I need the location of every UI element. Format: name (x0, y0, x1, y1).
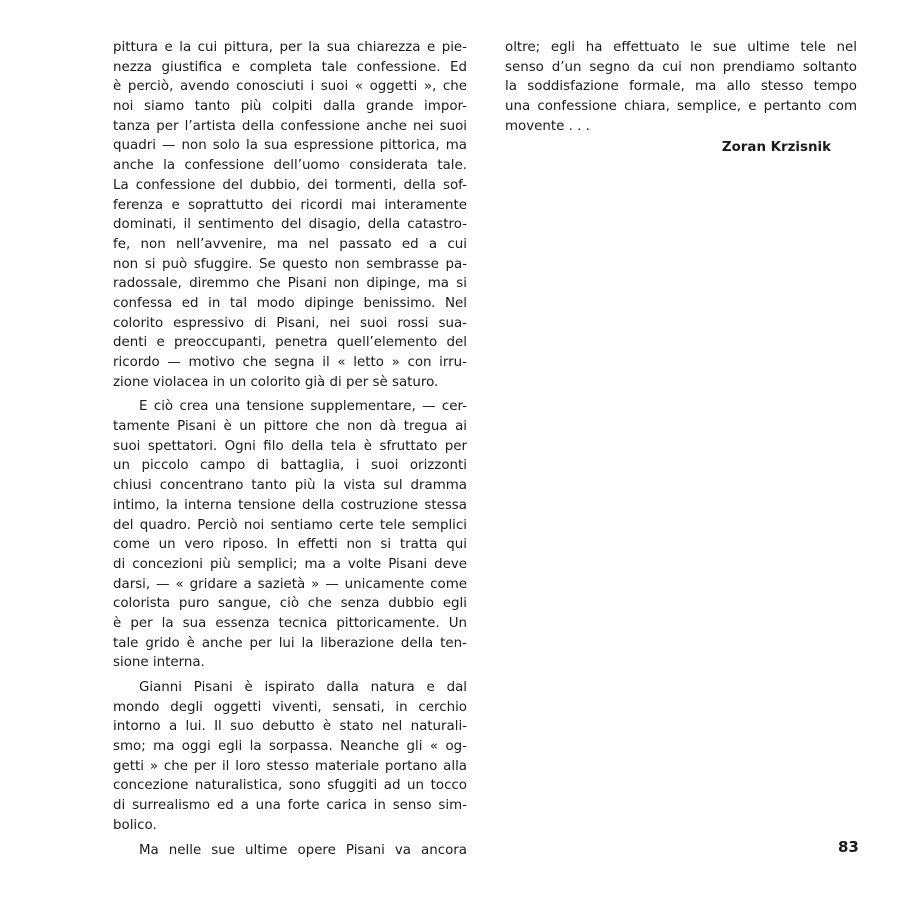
text-line: intorno a lui. Il suo debutto è stato nel naturali- (113, 719, 467, 735)
text-line: intimo, la interna tensione della costruzione stessa (113, 497, 467, 513)
paragraph (113, 841, 467, 861)
text-line: smo; ma oggi egli la sorpassa. Neanche gli « og- (113, 739, 467, 755)
text-line: del quadro. Perciò noi sentiamo certe tele semplici (113, 517, 467, 533)
text-line: suoi spettatori. Ogni filo della tela è sfruttato per (113, 438, 467, 454)
text-line: movente . . . (505, 118, 590, 134)
text-line: zione violacea in un colorito già di per sè saturo. (113, 374, 439, 390)
text-line: nezza giustifica e completa tale confessione. Ed (113, 59, 467, 75)
text-line: non si può sfuggire. Se questo non sembrasse pa- (113, 256, 467, 272)
text-line: fe, non nell’avvenire, ma nel passato ed a cui (113, 236, 467, 252)
text-line: Ma nelle sue ultime opere Pisani va ancora (139, 842, 467, 858)
text-line: colorito espressivo di Pisani, nei suoi rossi sua- (113, 315, 467, 331)
text-line: di concezioni più semplici; ma a volte Pisani deve (113, 556, 467, 572)
left-column (113, 38, 467, 860)
text-line: è perciò, avendo conosciuti i suoi « oggetti », che (113, 79, 467, 95)
text-line: mondo degli oggetti viventi, sensati, in cerchio (113, 699, 467, 715)
text-line: pittura e la cui pittura, per la sua chiarezza e pie- (113, 40, 467, 55)
text-line: noi siamo tanto più colpiti dalla grande impor- (113, 99, 467, 115)
text-line: una confessione chiara, semplice, e pertanto com (505, 99, 857, 115)
page-number: 83 (838, 838, 859, 856)
text-line: getti » che per il loro stesso materiale portano alla (113, 758, 467, 774)
text-line: un piccolo campo di battaglia, i suoi orizzonti (113, 458, 467, 474)
text-line: concezione naturalistica, sono sfuggiti ad un tocco (113, 778, 467, 794)
text-line: E ciò crea una tensione supplementare, — cer- (139, 399, 467, 415)
text-line: confessa ed in tal modo dipinge benissimo. Nel (113, 295, 467, 311)
author-signature: Zoran Krzisnik (721, 140, 831, 155)
text-line: è per la sua essenza tecnica pittoricamente. Un (113, 615, 467, 631)
text-line: di surrealismo ed a una forte carica in senso sim- (113, 798, 467, 814)
text-line: anche la confessione dell’uomo considerata tale. (113, 158, 467, 174)
paragraph (113, 397, 467, 673)
text-line: quadri — non solo la sua espressione pittorica, ma (113, 138, 467, 154)
text-line: tale grido è anche per lui la liberazione della ten- (113, 635, 467, 651)
text-line: ferenza e soprattutto dei ricordi mai interamente (113, 197, 467, 213)
text-line: darsi, — « gridare a sazietà » — unicamente come (113, 576, 467, 592)
text-line: sione interna. (113, 655, 205, 671)
text-line: Gianni Pisani è ispirato dalla natura e dal (139, 680, 467, 695)
text-line: oltre; egli ha effettuato le sue ultime tele nel (505, 40, 857, 55)
right-column (505, 38, 857, 136)
text-line: radossale, diremmo che Pisani non dipinge, ma si (113, 276, 467, 292)
text-line: dominati, il sentimento del disagio, della catastro- (113, 217, 467, 233)
paragraph (113, 678, 467, 836)
text-line: la soddisfazione formale, ma allo stesso tempo (505, 79, 857, 95)
text-line: La confessione del dubbio, dei tormenti, della sof- (113, 177, 467, 193)
text-line: tamente Pisani è un pittore che non dà tregua ai (113, 419, 467, 435)
text-line: ricordo — motivo che segna il « letto » con irru- (113, 355, 467, 370)
text-line: chiusi concentrano tanto più la vista sul dramma (113, 478, 467, 494)
text-line: senso d’un segno da cui non prendiamo soltanto (505, 59, 857, 75)
text-line: tanza per l’artista della confessione anche nei suoi (113, 118, 467, 134)
paragraph (113, 38, 467, 392)
text-line: colorista puro sangue, ciò che senza dubbio egli (113, 596, 467, 612)
text-line: denti e preoccupanti, penetra quell’elemento del (113, 335, 467, 351)
text-line: bolico. (113, 817, 157, 833)
text-line: come un vero riposo. In effetti non si tratta qui (113, 537, 467, 553)
